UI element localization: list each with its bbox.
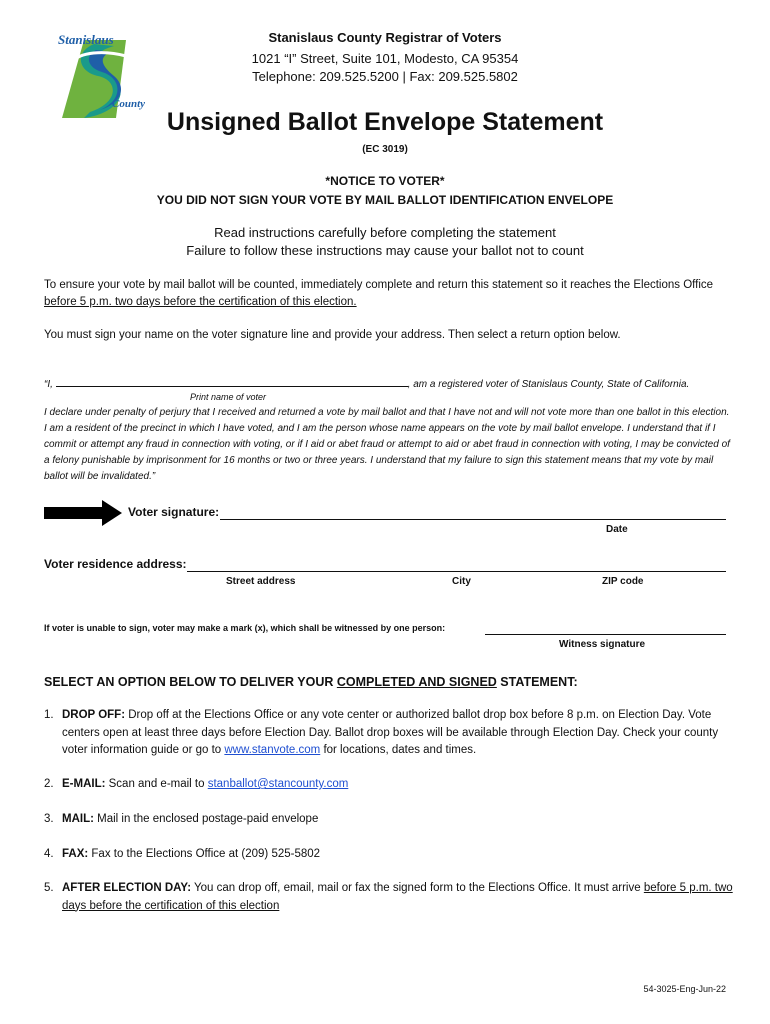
option-fax [44,846,734,864]
header-address: 1021 “I” Street, Suite 101, Modesto, CA 95354 [251,51,519,66]
option-mail [44,811,734,829]
zip-caption: ZIP code [602,576,644,587]
logo-text-county: County [112,98,146,110]
option-title: MAIL: [62,813,94,825]
option-text: Fax to the Elections Office at (209) 525-5802 [88,848,321,860]
date-caption: Date [606,524,628,535]
option-text: Mail in the enclosed postage-paid envelope [93,813,319,825]
option-title: DROP OFF: [62,709,126,721]
options-heading-underlined: COMPLETED AND SIGNED [336,675,497,689]
instruction-line-2: Failure to follow these instructions may cause your ballot not to count [186,243,584,258]
option-number: 3. [44,813,54,825]
option-text: You can drop off, email, mail or fax the signed form to the Elections Office. It must arrive [191,882,644,894]
options-heading-suffix: STATEMENT: [496,675,578,689]
option-number: 5. [44,882,54,894]
form-code: 54-3025-Eng-Jun-22 [643,984,726,994]
sign-instruction: You must sign your name on the voter signature line and provide your address. Then select a return option below. [44,329,621,341]
declaration-prefix: “I, [44,379,56,390]
notice-heading: *NOTICE TO VOTER* [325,174,445,188]
option-drop-off [44,707,734,760]
election-code: (EC 3019) [362,144,408,155]
intro-paragraph [44,277,734,311]
declaration-name-line [44,376,734,390]
stanvote-link[interactable]: www.stanvote.com [224,744,321,756]
option-title: AFTER ELECTION DAY: [62,882,192,894]
option-text-after: for locations, dates and times. [320,744,477,756]
voter-signature-field[interactable] [220,519,726,520]
print-name-caption: Print name of voter [190,392,267,402]
voter-name-field[interactable] [56,376,408,387]
voter-signature-label: Voter signature: [128,505,220,519]
option-text: Scan and e-mail to [105,778,208,790]
witness-signature-field[interactable] [485,634,726,635]
residence-address-field[interactable] [187,571,726,572]
header-phone: Telephone: 209.525.5200 | Fax: 209.525.5802 [252,69,518,84]
page-title: Unsigned Ballot Envelope Statement [166,108,604,136]
arrow-right-icon [44,500,122,526]
declaration-body: I declare under penalty of perjury that I received and returned a vote by mail ballot and that I have not and will not vote more than one ballot in this election. I am a resident of the precinct in which I have voted, and I am the person whose name appears on the vote by mail ballot envelope. I understand that if I commit or attempt any fraud in connection with voting, or if I aid or abet fraud or attempt to aid or abet fraud in connection with voting, I may be convicted of a felony punishable by imprisonment for 16 months or two or three years. I understand that my failure to sign this statement means that my vote by mail ballot will be invalidated.” [44,407,730,482]
street-caption: Street address [226,576,296,587]
option-number: 1. [44,709,54,721]
option-after-election [44,880,734,915]
header-org: Stanislaus County Registrar of Voters [268,30,502,45]
city-caption: City [452,576,471,587]
option-title: E-MAIL: [62,778,106,790]
witness-caption: Witness signature [559,639,646,650]
notice-text: YOU DID NOT SIGN YOUR VOTE BY MAIL BALLOT IDENTIFICATION ENVELOPE [156,193,614,207]
options-heading-prefix: SELECT AN OPTION BELOW TO DELIVER YOUR [44,675,337,689]
option-number: 2. [44,778,54,790]
residence-address-label: Voter residence address: [44,557,187,571]
intro-deadline: before 5 p.m. two days before the certification of this election. [44,296,357,308]
email-link[interactable]: stanballot@stancounty.com [207,778,349,790]
option-deadline: before 5 p.m. two days before the certification of this election [62,882,733,912]
option-email [44,776,734,794]
option-text: Drop off at the Elections Office or any vote center or authorized ballot drop box before 8 p.m. on Election Day. Vote centers open at least three days before Election Day. Ballot drop boxes will be available through Election Day. Check your county voter information guide or go to [62,709,719,756]
logo-text-stanislaus: Stanislaus [58,32,114,47]
witness-instruction: If voter is unable to sign, voter may make a mark (x), which shall be witnessed by one person: [44,623,446,633]
options-heading [44,675,578,689]
declaration-suffix: , am a registered voter of Stanislaus County, State of California. [407,379,690,390]
option-title: FAX: [62,848,89,860]
intro-text: To ensure your vote by mail ballot will be counted, immediately complete and return this statement so it reaches the Elections Office [44,279,714,291]
instruction-line-1: Read instructions carefully before completing the statement [214,225,556,240]
option-number: 4. [44,848,54,860]
